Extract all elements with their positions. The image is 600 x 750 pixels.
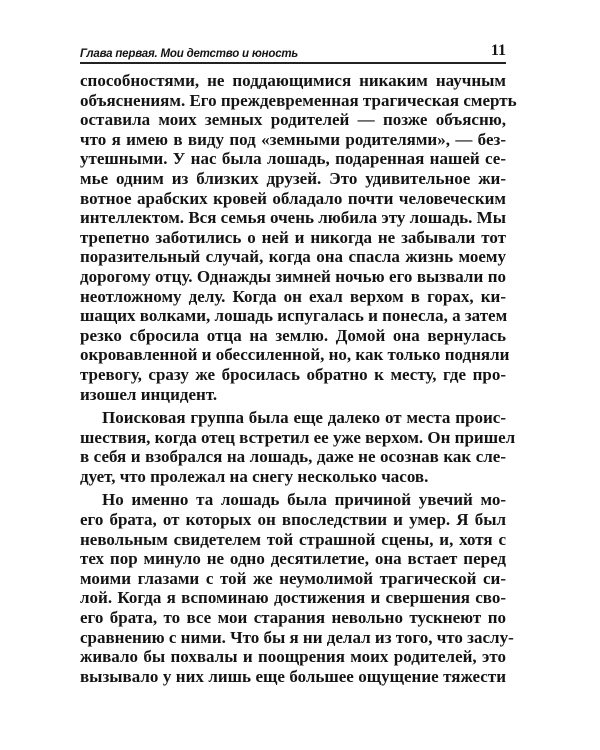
text-line: способностями, не поддающимися никаким научным [80,71,506,90]
text-line: в себя и взобрался на лошадь, даже не осознав как сле- [80,447,506,467]
paragraph [80,71,517,404]
text-line: Но именно та лошадь была причиной увечий мо- [102,490,506,510]
text-line: лой. Когда я вспоминаю достижения и свершения сво- [80,588,506,608]
text-line: шествия, когда отец встретил ее уже верхом. Он пришел [80,427,516,447]
text-line: что я имею в виду под «земными родителями», — без- [80,129,506,149]
text-line: дует, что пролежал на снегу несколько часов. [80,466,429,486]
text-line: неотложному делу. Когда он ехал верхом в горах, ки- [80,286,506,306]
text-line: моими глазами с той же неумолимой трагической си- [80,568,506,588]
text-line: резко сбросила отца на землю. Домой она вернулась [80,325,506,345]
paragraph [80,408,516,486]
text-line: его брата, от которых он впоследствии и умер. Я был [80,510,506,530]
text-line: тех пор минуло не одно десятилетие, она встает перед [80,549,506,569]
text-line: утешными. У нас была лошадь, подаренная нашей се- [80,149,506,169]
text-line: вотное арабских кровей обладало почти человеческим [80,188,506,208]
text-line: дорогому отцу. Однажды зимней ночью его вызвали по [80,266,506,286]
text-line: его брата, то все мои старания невольно тускнеют по [80,608,506,628]
text-line: интеллектом. Вся семья очень любила эту лошадь. Мы [80,208,506,228]
text-line: оставила моих земных родителей — позже объясню, [80,110,506,130]
paragraph [80,490,514,686]
book-page [80,40,517,690]
text-line: тревогу, сразу же бросилась обратно к месту, где про- [80,364,506,384]
page-body [80,71,517,686]
running-title: Глава первая. Мои детство и юность [80,48,299,60]
text-line: трепетно заботились о ней и никогда не забывали тот [80,227,506,247]
text-line: Поисковая группа была еще далеко от места проис- [102,408,506,428]
text-line: вызывало у них лишь еще большее ощущение тяжести [80,666,506,686]
text-line: объяснениям. Его преждевременная трагическая смерть [80,90,517,110]
text-line: живало бы похвалы и поощрения моих родителей, это [80,647,506,667]
page-header [80,40,506,64]
text-line: изошел инцидент. [80,384,218,404]
text-line: окровавленной и обессиленной, но, как только подняли [80,345,510,365]
text-line: поразительный случай, когда она спасла жизнь моему [80,247,506,267]
page-number: 11 [490,42,506,59]
text-line: мье одним из близких друзей. Это удивительное жи- [80,168,506,188]
text-line: невольным свидетелем той страшной сцены, и, хотя с [80,529,506,549]
text-line: сравнению с ними. Что бы я ни делал из того, что заслу- [80,627,514,647]
text-line: шащих волками, лошадь испугалась и понесла, а затем [80,306,508,326]
